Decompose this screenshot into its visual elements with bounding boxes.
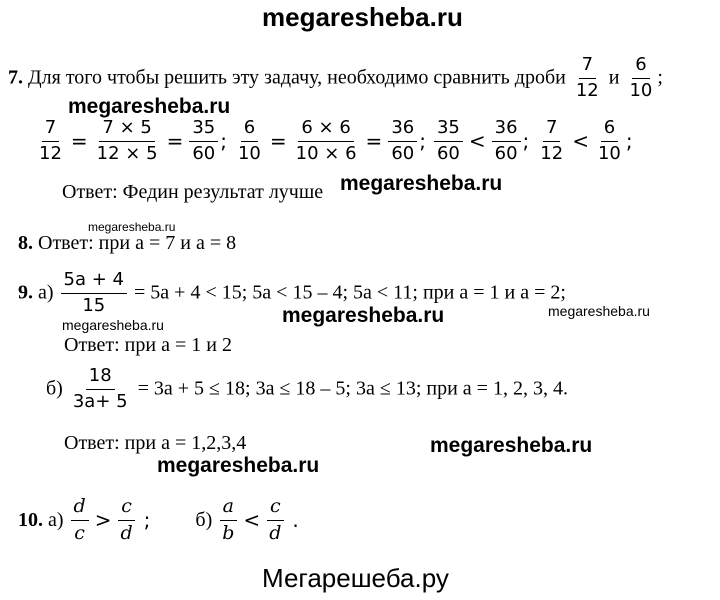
fraction-a-b: $\frac{a}{b}$ (219, 496, 237, 545)
fraction-5a4-15: $\frac{5a + 4}{15}$ (61, 270, 127, 316)
separator: . (292, 508, 299, 533)
eq-fraction: $\frac{6}{10}$ (237, 117, 261, 164)
task-9b-label: б) (46, 377, 63, 400)
equals-sign: = (365, 129, 383, 154)
task-8 (18, 232, 236, 255)
eq-fraction: $\frac{35}{60}$ (189, 118, 218, 164)
less-than-sign: < (572, 129, 589, 154)
task-9b-answer: Ответ: при а = 1,2,3,4 (64, 432, 247, 454)
task-7-equation (34, 118, 639, 164)
equals-sign: = (269, 129, 287, 154)
separator: ; (522, 129, 530, 154)
separator: ; (419, 129, 426, 154)
equals-sign: = (166, 129, 184, 154)
eq-fraction: $\frac{7 \times 5}{12 \times 5}$ (96, 117, 158, 164)
fraction-6-10: $\frac{6}{10}$ (629, 54, 653, 101)
task-9b-solution: = 3а + 5 ≤ 18; 3а ≤ 18 – 5; 3а ≤ 13; при а = 1, 2, 3, 4. (137, 377, 568, 400)
header-watermark: megaresheba.ru (262, 2, 463, 32)
fraction-18-3a5: $\frac{18}{3a+ 5}$ (72, 365, 128, 412)
watermark: megaresheba.ru (282, 304, 445, 327)
fraction-c-d: $\frac{c}{d}$ (266, 496, 284, 545)
eq-fraction: $\frac{36}{60}$ (388, 118, 417, 164)
task-9b (46, 366, 568, 412)
eq-fraction: $\frac{36}{60}$ (492, 118, 521, 164)
task-9a-answer: Ответ: при а = 1 и 2 (64, 334, 232, 356)
eq-fraction: $\frac{6}{10}$ (597, 117, 621, 164)
watermark: megaresheba.ru (68, 95, 231, 118)
task-10a-label: а) (48, 508, 64, 531)
less-than-sign: < (243, 508, 261, 533)
equals-sign: = (70, 129, 88, 154)
eq-fraction: $\frac{7}{12}$ (39, 117, 62, 164)
task-9-number: 9. (18, 281, 33, 304)
task-7-answer: Ответ: Федин результат лучше (62, 181, 324, 203)
separator: ; (625, 129, 633, 154)
watermark: megaresheba.ru (548, 303, 650, 319)
greater-than-sign: > (94, 508, 112, 533)
task-9a-solution: = 5а + 4 < 15; 5а < 15 – 4; 5а < 11; при а = 1 и а = 2; (134, 281, 566, 304)
task-7-and: и (608, 66, 620, 89)
task-7-trail: ; (657, 66, 663, 89)
fraction-c-d: $\frac{c}{d}$ (117, 496, 135, 545)
watermark: megaresheba.ru (62, 317, 164, 333)
task-8-answer: Ответ: при а = 7 и а = 8 (38, 232, 237, 254)
footer-watermark: Мегарешеба.ру (262, 563, 449, 593)
fraction-d-c: $\frac{d}{c}$ (71, 496, 89, 545)
separator: ; (220, 129, 227, 154)
watermark: megaresheba.ru (340, 172, 503, 195)
less-than-sign: < (468, 129, 486, 154)
task-10 (18, 496, 305, 545)
separator: ; (143, 508, 151, 533)
task-9a-label: а) (38, 281, 54, 304)
watermark: megaresheba.ru (430, 434, 593, 457)
task-10-number: 10. (18, 508, 43, 531)
task-7-number: 7. (8, 66, 23, 89)
eq-fraction: $\frac{7}{12}$ (540, 117, 564, 164)
task-7-text: Для того чтобы решить эту задачу, необходимо сравнить дроби (28, 66, 566, 89)
task-10b-label: б) (195, 508, 213, 531)
watermark: megaresheba.ru (88, 220, 176, 234)
eq-fraction: $\frac{35}{60}$ (434, 118, 463, 164)
watermark: megaresheba.ru (157, 454, 320, 477)
eq-fraction: $\frac{6 \times 6}{10 \times 6}$ (295, 117, 357, 164)
task-8-number: 8. (18, 232, 33, 254)
fraction-7-12: $\frac{7}{12}$ (575, 54, 599, 101)
